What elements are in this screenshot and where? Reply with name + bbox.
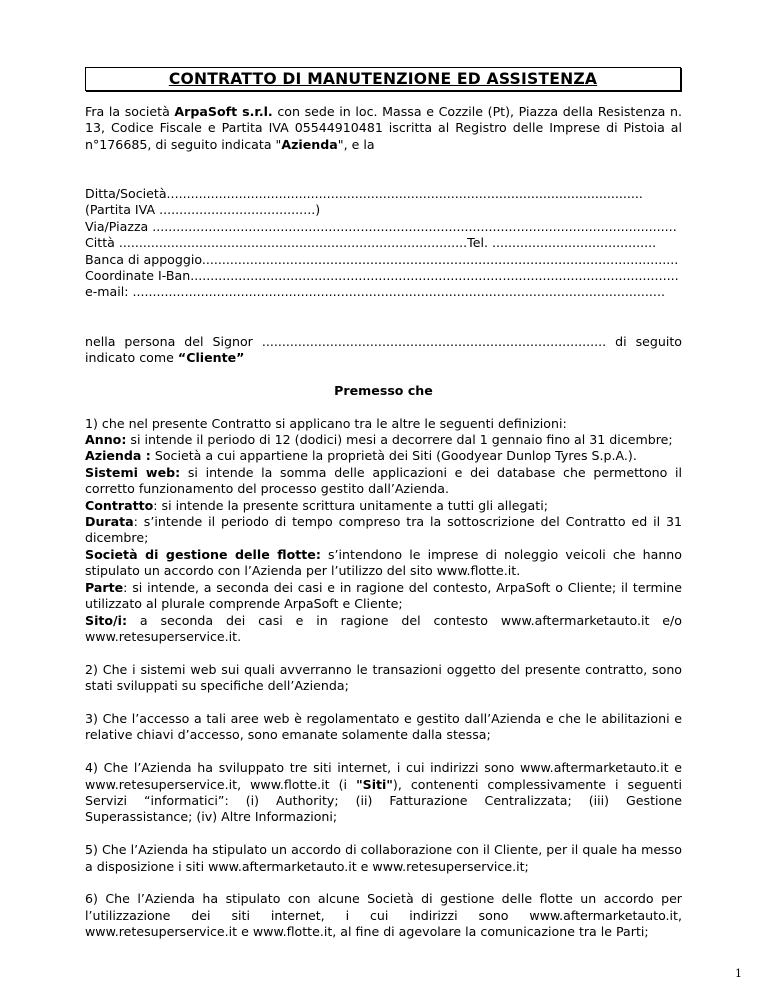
company-name: ArpaSoft s.r.l.	[174, 104, 273, 119]
paragraph-3: 3) Che l’accesso a tali aree web è regolamentato e gestito dall’Azienda e che le abilitazioni e relative chiavi d’accesso, sono emanate solamente dalla stessa;	[85, 710, 682, 743]
definition-item	[85, 613, 682, 646]
premesso-label: Premesso che	[334, 382, 433, 398]
definition-text: si intende la somma delle applicazioni e dei database che permettono il corretto funzionamento del processo gestito dall’Azienda.	[85, 464, 682, 497]
definition-term: Anno:	[85, 432, 127, 448]
definition-text: Società a cui appartiene la proprietà dei Siti (Goodyear Dunlop Tyres S.p.A.).	[150, 448, 637, 464]
definition-item	[85, 465, 682, 498]
definition-term: Sistemi web:	[85, 464, 181, 480]
p4-text-2: ), contenenti complessivamente i seguenti Servizi “informatici”: (i) Authority; (ii) Fatturazione Centralizzata; (iii) Gestione Superassistance; (iv) Altre Informazioni;	[85, 776, 682, 825]
document-title: CONTRATTO DI MANUTENZIONE ED ASSISTENZA	[168, 70, 598, 88]
spacer	[85, 170, 682, 186]
document-body	[85, 104, 682, 941]
p4-text-1: 4) Che l’Azienda ha sviluppato tre siti internet, i cui indirizzi sono www.aftermarketauto.it e www.retesuperservice.it, www.flotte.it (i	[85, 760, 682, 792]
paragraph-2: 2) Che i sistemi web sui quali avverranno le transazioni oggetto del presente contratto, sono stati sviluppati su specifiche dell’Azienda;	[85, 661, 682, 694]
definition-text: a seconda dei casi e in ragione del contesto www.aftermarketauto.it e/o www.retesuperservice.it.	[85, 612, 682, 644]
definition-item	[85, 448, 682, 464]
definition-text: : s’intende il periodo di tempo compreso tra la sottoscrizione del Contratto ed il 31 dicembre;	[85, 514, 682, 546]
definition-term: Società di gestione delle flotte:	[85, 546, 321, 562]
definition-item	[85, 514, 682, 547]
spacer	[85, 317, 682, 333]
intro-paragraph	[85, 104, 682, 153]
definition-item	[85, 547, 682, 580]
paragraph-6: 6) Che l’Azienda ha stipulato con alcune Società di gestione delle flotte un accordo per l’utilizzazione dei siti internet, i cui indirizzi sono www.aftermarketauto.it, www.retesuperservice.it e www.flotte.it, al fine di agevolare la comunicazione tra le Parti;	[85, 891, 682, 940]
person-text: nella persona del Signor ...................................................................................... di seguito indicato come	[85, 333, 682, 366]
definition-term: Contratto	[85, 497, 154, 513]
person-paragraph	[85, 334, 682, 367]
definition-term: Sito/i:	[85, 612, 128, 628]
definition-text: : si intende, a seconda dei casi e in ragione del contesto, ArpaSoft o Cliente; il termine utilizzato al plurale comprende ArpaSoft e Cliente;	[85, 579, 682, 612]
spacer	[85, 695, 682, 711]
spacer	[85, 875, 682, 891]
field-citta-tel: Città .......................................................................................Tel. .........................................	[85, 235, 657, 251]
spacer	[85, 645, 682, 661]
field-ditta: Ditta/Società.......................................................................................................................	[85, 186, 643, 201]
definition-text: s’intendono le imprese di noleggio veicoli che hanno stipulato un accordo con l’Azienda per l’utilizzo del sito www.flotte.it.	[85, 546, 682, 579]
p1-intro: 1) che nel presente Contratto si applicano tra le altre le seguenti definizioni:	[85, 415, 567, 431]
intro-text-3: ", e la	[337, 136, 375, 152]
definition-term: Parte	[85, 579, 124, 595]
field-iban: Coordinate I-Ban..........................................................................................................................	[85, 268, 679, 284]
definition-text: si intende il periodo di 12 (dodici) mesi a decorrere dal 1 gennaio fino al 31 dicembre;	[126, 432, 673, 448]
definition-term: Azienda :	[85, 448, 151, 464]
definition-item	[85, 432, 682, 448]
intro-text-2: con sede in loc. Massa e Cozzile (Pt), Piazza della Resistenza n. 13, Codice Fiscale e Partita IVA 05544910481 iscritta al Registro delle Imprese di Pistoia al n°176685, di seguito indicata "	[85, 104, 683, 152]
definition-item	[85, 498, 682, 514]
page-number: 1	[735, 967, 742, 980]
spacer	[85, 301, 682, 317]
title-box	[85, 67, 681, 91]
paragraph-5: 5) Che l’Azienda ha stipulato un accordo di collaborazione con il Cliente, per il quale ha messo a disposizione i siti www.aftermarketauto.it e www.retesuperservice.it;	[85, 842, 682, 874]
field-partita-iva: (Partita IVA .......................................)	[85, 202, 321, 218]
intro-text-1: Fra la società	[85, 104, 175, 119]
definition-term: Durata	[85, 514, 134, 530]
spacer	[85, 744, 682, 760]
siti-alias: "Siti"	[356, 776, 393, 792]
spacer	[85, 826, 682, 842]
spacer	[85, 366, 682, 382]
company-alias: Azienda	[281, 136, 338, 152]
spacer	[85, 399, 682, 415]
field-email: e-mail: .....................................................................................................................................	[85, 284, 665, 300]
paragraph-4	[85, 760, 682, 826]
field-banca: Banca di appoggio.......................................................................................................................	[85, 251, 679, 267]
field-via: Via/Piazza ...................................................................................................................................	[85, 218, 677, 234]
spacer	[85, 153, 682, 169]
definition-item	[85, 580, 682, 613]
definition-text: : si intende la presente scrittura unitamente a tutti gli allegati;	[153, 497, 548, 513]
client-alias: “Cliente”	[177, 350, 245, 366]
premesso-heading	[85, 383, 682, 399]
